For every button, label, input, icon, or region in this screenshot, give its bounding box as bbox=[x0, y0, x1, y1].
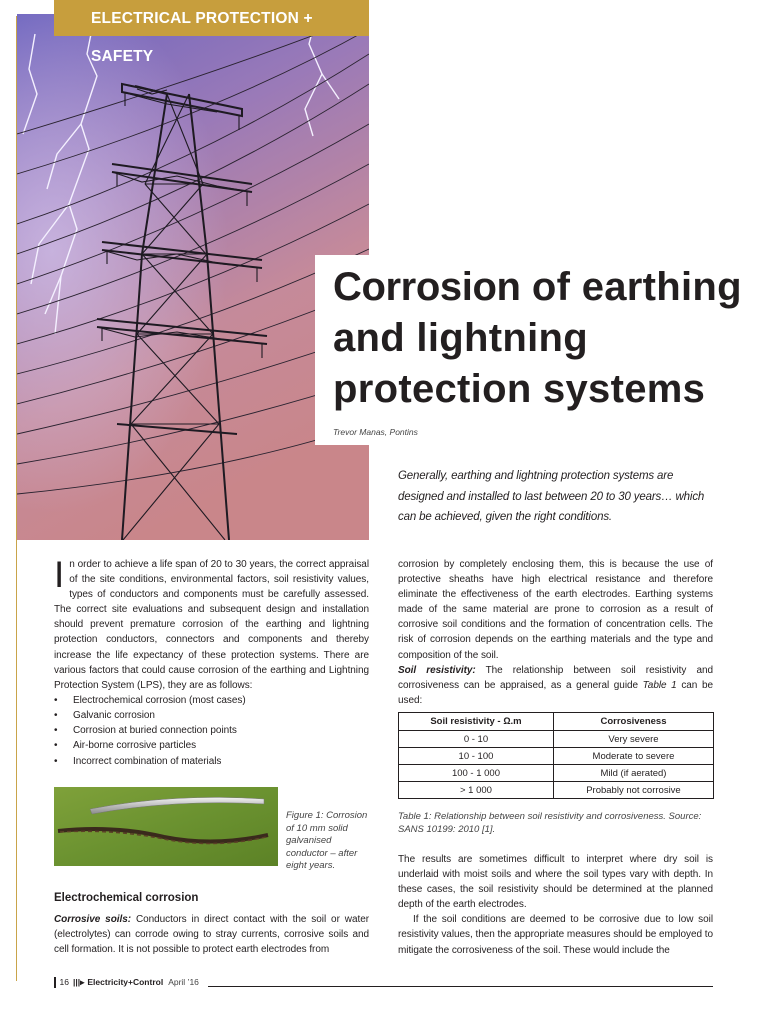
corrosive-soils-paragraph bbox=[54, 912, 369, 957]
title-rest: of earthing and lightning protection systems bbox=[333, 265, 742, 411]
sheath-paragraph: corrosion by completely enclosing them, this is because the use of protective sheaths have high electrical resistance and therefore eliminate the effectiveness of the earth electrodes. Earthing systems made of the same material are prone to corrosion as a result of corrosive soil conditions and the formation of concentration cells. The risk of corrosion depends on the earthing materials and the type and composition of the soil. bbox=[398, 559, 713, 661]
table-cell: Probably not corrosive bbox=[553, 782, 713, 799]
table-row bbox=[399, 731, 714, 748]
table-header: Soil resistivity - Ω.m bbox=[399, 713, 554, 731]
figure-1-photo-corroded-conductor bbox=[54, 787, 278, 866]
table-cell: Mild (if aerated) bbox=[553, 765, 713, 782]
dry-soil-paragraph: The results are sometimes difficult to interpret where dry soil is underlaid with moist soils and where the soil types vary with depth. In these cases, the soil resistivity should be determined at the planned depth of the earth electrodes. bbox=[398, 854, 713, 911]
soil-resistivity-text-a: The relationship between soil resistivity and corrosiveness can be appraised, as a general guide bbox=[398, 664, 713, 691]
section-banner: ELECTRICAL PROTECTION + SAFETY bbox=[54, 0, 369, 36]
list-item: • Corrosion at buried connection points bbox=[54, 723, 369, 738]
table-cell: > 1 000 bbox=[399, 782, 554, 799]
mitigation-paragraph: If the soil conditions are deemed to be corrosive due to low soil resistivity values, then the appropriate measures should be employed to mitigate the corrosiveness of the soil. These would include the bbox=[398, 914, 713, 956]
drop-cap: I bbox=[54, 554, 65, 595]
table-header: Corrosiveness bbox=[553, 713, 713, 731]
figure-1-caption: Figure 1: Corrosion of 10 mm solid galvanised conductor – after eight years. bbox=[286, 810, 368, 871]
magazine-logo-icon: |||▸ bbox=[72, 976, 85, 987]
corrosive-soils-text: Conductors in direct contact with the soil or water (electrolytes) can corrode owing to stray currents, corrosive soils and cell formation. It is not possible to protect earth electrodes from bbox=[54, 914, 369, 956]
list-item: • Incorrect combination of materials bbox=[54, 754, 369, 769]
table-1-caption: Table 1: Relationship between soil resistivity and corrosiveness. Source: SANS 10199: 2010 [1]. bbox=[398, 811, 702, 835]
soil-resistivity-table bbox=[398, 712, 714, 799]
table-cell: Moderate to severe bbox=[553, 748, 713, 765]
run-in-head: Soil resistivity: bbox=[398, 664, 476, 676]
table-cell: 10 - 100 bbox=[399, 748, 554, 765]
issue-date: April ’16 bbox=[168, 977, 199, 987]
page-footer bbox=[54, 976, 199, 988]
soil-resistivity-paragraph bbox=[398, 663, 713, 708]
intro-text: n order to achieve a life span of 20 to 30 years, the correct appraisal of the site conditions, environmental factors, soil resistivity values, types of conductors and components must be carefully assessed. The correct site evaluations and subsequent design and installation should prevent premature corrosion of the earthing and lightning protection conductors, connectors and components and thereby increase the life expectancy of these protection systems. There are various factors that could cause corrosion of the earthing and Lightning Protection System (LPS), they are as follows: bbox=[54, 559, 369, 691]
table-cell: 100 - 1 000 bbox=[399, 765, 554, 782]
right-column-bottom bbox=[398, 852, 713, 958]
list-item: • Electrochemical corrosion (most cases) bbox=[54, 693, 369, 708]
article-byline: Trevor Manas, Pontins bbox=[333, 427, 418, 437]
intro-paragraph bbox=[54, 554, 369, 693]
title-bold-word: Corrosion bbox=[333, 265, 521, 309]
table-reference: Table 1 bbox=[642, 679, 677, 691]
table-row bbox=[399, 782, 714, 799]
list-item: • Air-borne corrosive particles bbox=[54, 738, 369, 753]
article-title bbox=[333, 262, 753, 415]
magazine-name: Electricity+Control bbox=[87, 977, 164, 987]
right-column-top bbox=[398, 557, 713, 708]
footer-rule bbox=[208, 986, 713, 987]
page-number: 16 bbox=[59, 977, 69, 987]
run-in-head: Corrosive soils: bbox=[54, 914, 131, 925]
article-standfirst: Generally, earthing and lightning protection systems are designed and installed to last between 20 to 30 years… which can be achieved, given the right conditions. bbox=[398, 470, 705, 523]
table-row bbox=[399, 748, 714, 765]
list-item: • Galvanic corrosion bbox=[54, 708, 369, 723]
subhead-electrochemical-corrosion: Electrochemical corrosion bbox=[54, 892, 199, 904]
footer-bar bbox=[54, 977, 56, 988]
table-cell: Very severe bbox=[553, 731, 713, 748]
corrosion-factor-list bbox=[54, 693, 369, 769]
left-column-intro bbox=[54, 554, 369, 769]
soil-resistivity-text-b: can be used: bbox=[398, 679, 713, 706]
table-cell: 0 - 10 bbox=[399, 731, 554, 748]
table-header-row bbox=[399, 713, 714, 731]
table-row bbox=[399, 765, 714, 782]
left-column-corrosive-soils bbox=[54, 912, 369, 957]
